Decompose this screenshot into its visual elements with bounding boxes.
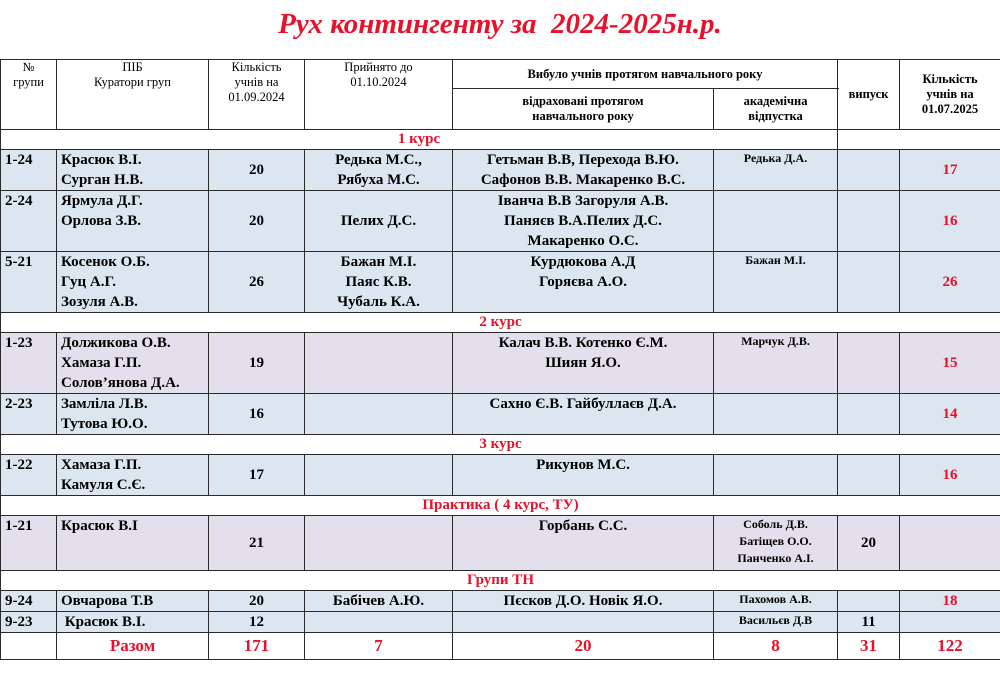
count-start-cell: 12 <box>209 612 305 633</box>
accepted-cell <box>305 394 453 435</box>
accepted-cell <box>305 612 453 633</box>
curators-cell: Замліла Л.В. Тутова Ю.О. <box>57 394 209 435</box>
curators-cell: Ярмула Д.Г. Орлова З.В. <box>57 191 209 252</box>
header-dropped: Вибуло учнів протягом навчального року <box>453 60 838 89</box>
header-academic: академічна відпустка <box>714 89 838 130</box>
accepted-cell: Редька М.С., Рябуха М.С. <box>305 150 453 191</box>
curators-cell: Овчарова Т.В <box>57 591 209 612</box>
table-row <box>1 150 1000 191</box>
graduation-cell <box>838 191 900 252</box>
totals-label: Разом <box>57 633 209 660</box>
table-row <box>1 516 1000 571</box>
accepted-cell: Бажан М.І. Паяс К.В. Чубаль К.А. <box>305 252 453 313</box>
count-end-cell <box>900 612 1000 633</box>
curators-cell: Хамаза Г.П. Камуля С.Є. <box>57 455 209 496</box>
section-row <box>1 130 1000 150</box>
count-start-cell: 20 <box>209 150 305 191</box>
count-start-cell: 16 <box>209 394 305 435</box>
count-start-cell: 20 <box>209 591 305 612</box>
table-row <box>1 591 1000 612</box>
count-end-cell: 26 <box>900 252 1000 313</box>
table-row <box>1 191 1000 252</box>
curators-cell: Красюк В.І. Сурган Н.В. <box>57 150 209 191</box>
curators-cell: Красюк В.І <box>57 516 209 571</box>
academic-cell: Марчук Д.В. <box>714 333 838 394</box>
count-end-cell: 16 <box>900 455 1000 496</box>
group-cell: 2-23 <box>1 394 57 435</box>
expelled-cell: Калач В.В. Котенко Є.М. Шиян Я.О. <box>453 333 714 394</box>
expelled-cell <box>453 612 714 633</box>
expelled-cell: Іванча В.В Загоруля А.В. Паняєв В.А.Пелих Д.С. Макаренко О.С. <box>453 191 714 252</box>
section-title: 2 курс <box>1 313 1000 333</box>
header-pib: ПІБ Куратори груп <box>57 60 209 130</box>
count-end-cell: 18 <box>900 591 1000 612</box>
accepted-cell <box>305 516 453 571</box>
section-title: Практика ( 4 курс, ТУ) <box>1 496 1000 516</box>
section-row <box>1 435 1000 455</box>
table-row <box>1 612 1000 633</box>
graduation-cell <box>838 455 900 496</box>
table-row <box>1 394 1000 435</box>
count-start-cell: 21 <box>209 516 305 571</box>
count-start-cell: 19 <box>209 333 305 394</box>
curators-cell: Должикова О.В. Хамаза Г.П. Солов’янова Д.А. <box>57 333 209 394</box>
academic-cell <box>714 455 838 496</box>
graduation-cell: 20 <box>838 516 900 571</box>
academic-cell: Редька Д.А. <box>714 150 838 191</box>
total-count-end: 122 <box>900 633 1000 660</box>
group-cell: 5-21 <box>1 252 57 313</box>
count-end-cell <box>900 516 1000 571</box>
curators-cell: Красюк В.І. <box>57 612 209 633</box>
header-accepted: Прийнято до 01.10.2024 <box>305 60 453 130</box>
group-cell: 1-23 <box>1 333 57 394</box>
section-title: 1 курс <box>1 130 838 150</box>
graduation-cell: 11 <box>838 612 900 633</box>
section-row <box>1 313 1000 333</box>
academic-cell <box>714 394 838 435</box>
graduation-cell <box>838 333 900 394</box>
expelled-cell: Пєсков Д.О. Новік Я.О. <box>453 591 714 612</box>
count-start-cell: 20 <box>209 191 305 252</box>
expelled-cell: Горбань С.С. <box>453 516 714 571</box>
curators-cell: Косенок О.Б. Гуц А.Г. Зозуля А.В. <box>57 252 209 313</box>
expelled-cell: Курдюкова А.Д Горяєва А.О. <box>453 252 714 313</box>
total-accepted: 7 <box>305 633 453 660</box>
count-end-cell: 14 <box>900 394 1000 435</box>
graduation-cell <box>838 591 900 612</box>
accepted-cell <box>305 333 453 394</box>
group-cell: 1-22 <box>1 455 57 496</box>
expelled-cell: Сахно Є.В. Гайбуллаєв Д.А. <box>453 394 714 435</box>
graduation-cell <box>838 252 900 313</box>
table-row <box>1 455 1000 496</box>
academic-cell: Васильєв Д.В <box>714 612 838 633</box>
section-row <box>1 571 1000 591</box>
page-title: Рух контингенту за 2024-2025н.р. <box>278 8 722 40</box>
expelled-cell: Рикунов М.С. <box>453 455 714 496</box>
accepted-cell: Пелих Д.С. <box>305 191 453 252</box>
academic-cell: Пахомов А.В. <box>714 591 838 612</box>
total-count-start: 171 <box>209 633 305 660</box>
academic-cell: Соболь Д.В. Батіщев О.О. Панченко А.І. <box>714 516 838 571</box>
section-row <box>1 496 1000 516</box>
academic-cell: Бажан М.І. <box>714 252 838 313</box>
group-cell: 9-23 <box>1 612 57 633</box>
count-end-cell: 15 <box>900 333 1000 394</box>
header-group-no: № групи <box>1 60 57 130</box>
section-title: 3 курс <box>1 435 1000 455</box>
header-expelled: відраховані протягом навчального року <box>453 89 714 130</box>
group-cell: 9-24 <box>1 591 57 612</box>
totals-row <box>1 633 1000 660</box>
accepted-cell: Бабічев А.Ю. <box>305 591 453 612</box>
table-row <box>1 252 1000 313</box>
total-graduation: 31 <box>838 633 900 660</box>
academic-cell <box>714 191 838 252</box>
header-graduation: випуск <box>838 60 900 130</box>
group-cell: 1-21 <box>1 516 57 571</box>
count-end-cell: 16 <box>900 191 1000 252</box>
section-title: Групи ТН <box>1 571 1000 591</box>
graduation-cell <box>838 150 900 191</box>
count-start-cell: 17 <box>209 455 305 496</box>
table-row <box>1 333 1000 394</box>
accepted-cell <box>305 455 453 496</box>
header-count-end: Кількість учнів на 01.07.2025 <box>900 60 1000 130</box>
header-count-start: Кількість учнів на 01.09.2024 <box>209 60 305 130</box>
graduation-cell <box>838 394 900 435</box>
group-cell: 1-24 <box>1 150 57 191</box>
count-start-cell: 26 <box>209 252 305 313</box>
group-cell: 2-24 <box>1 191 57 252</box>
expelled-cell: Гетьман В.В, Перехода В.Ю. Сафонов В.В. Макаренко В.С. <box>453 150 714 191</box>
count-end-cell: 17 <box>900 150 1000 191</box>
movement-table <box>0 59 1000 660</box>
total-expelled: 20 <box>453 633 714 660</box>
total-academic: 8 <box>714 633 838 660</box>
